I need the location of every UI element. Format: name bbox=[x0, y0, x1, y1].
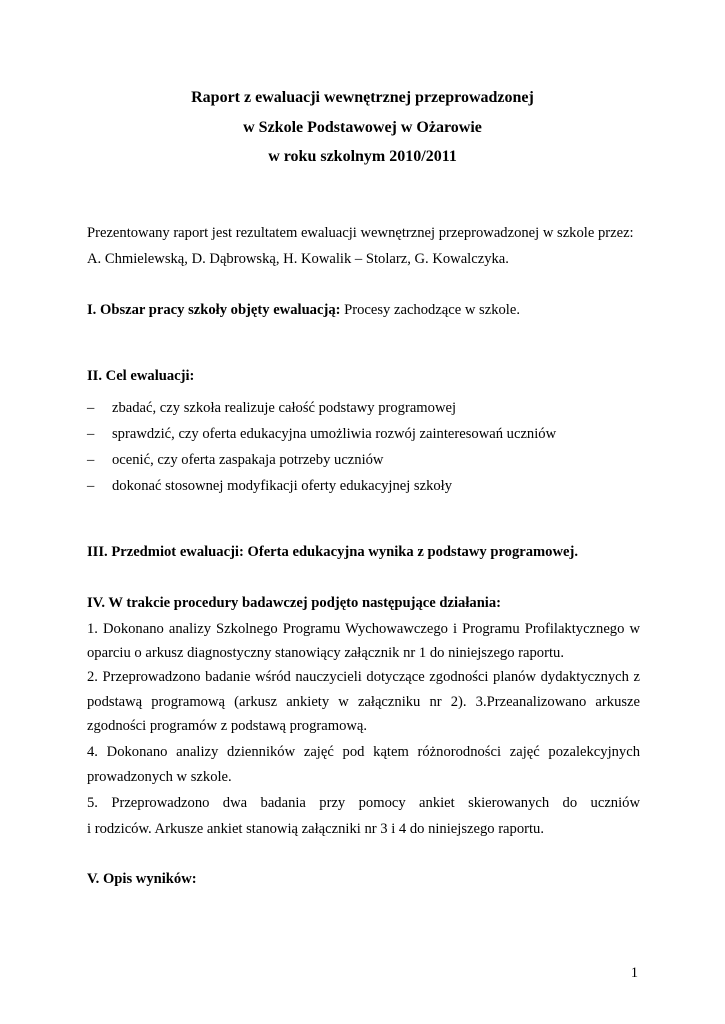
goal-text: ocenić, czy oferta zaspakaja potrzeby uczniów bbox=[112, 452, 384, 468]
section-4-line: 4. Dokonano analizy dzienników zajęć pod kątem różnorodności zajęć pozalekcyjnych bbox=[87, 744, 640, 760]
dash-bullet: – bbox=[87, 426, 95, 442]
section-4-line: prowadzonych w szkole. bbox=[87, 769, 232, 785]
page-number: 1 bbox=[630, 965, 638, 981]
section-4-line: podstawą programową (arkusz ankiety w załączniku nr 2). 3.Przeanalizowano arkusze bbox=[87, 694, 640, 710]
section-1 bbox=[87, 300, 640, 320]
goal-list-item bbox=[87, 450, 640, 470]
section-4-line: 2. Przeprowadzono badanie wśród nauczycieli dotyczące zgodności planów dydaktycznych z bbox=[87, 669, 640, 685]
section-2-heading: II. Cel ewaluacji: bbox=[87, 368, 195, 384]
section-1-heading: I. Obszar pracy szkoły objęty ewaluacją: bbox=[87, 302, 341, 318]
dash-bullet: – bbox=[87, 452, 95, 468]
goal-text: sprawdzić, czy oferta edukacyjna umożliwia rozwój zainteresowań uczniów bbox=[112, 426, 557, 442]
section-3-heading: III. Przedmiot ewaluacji: Oferta edukacyjna wynika z podstawy programowej. bbox=[87, 544, 579, 560]
section-4-line: 1. Dokonano analizy Szkolnego Programu Wychowawczego i Programu Profilaktycznego w bbox=[87, 621, 640, 637]
section-1-text: Procesy zachodzące w szkole. bbox=[340, 302, 520, 318]
intro-line-2: A. Chmielewską, D. Dąbrowską, H. Kowalik – Stolarz, G. Kowalczyka. bbox=[87, 251, 509, 267]
goal-text: dokonać stosownej modyfikacji oferty edukacyjnej szkoły bbox=[112, 478, 453, 494]
report-title-line-1: Raport z ewaluacji wewnętrznej przeprowadzonej bbox=[191, 89, 534, 106]
section-5-heading: V. Opis wyników: bbox=[87, 871, 197, 887]
section-4-heading: IV. W trakcie procedury badawczej podjęto następujące działania: bbox=[87, 595, 502, 611]
section-4-line: oparciu o arkusz diagnostyczny stanowiący załącznik nr 1 do niniejszego raportu. bbox=[87, 645, 564, 661]
dash-bullet: – bbox=[87, 478, 95, 494]
goal-list-item bbox=[87, 424, 640, 444]
goal-text: zbadać, czy szkoła realizuje całość podstawy programowej bbox=[112, 400, 457, 416]
report-title-line-3: w roku szkolnym 2010/2011 bbox=[268, 148, 457, 165]
section-4-line: zgodności programów z podstawą programową. bbox=[87, 718, 368, 734]
goal-list-item bbox=[87, 476, 640, 496]
section-4-line: i rodziców. Arkusze ankiet stanowią załączniki nr 3 i 4 do niniejszego raportu. bbox=[87, 821, 544, 837]
intro-line-1: Prezentowany raport jest rezultatem ewaluacji wewnętrznej przeprowadzonej w szkole przez: bbox=[87, 225, 634, 241]
dash-bullet: – bbox=[87, 400, 95, 416]
report-title-line-2: w Szkole Podstawowej w Ożarowie bbox=[243, 119, 482, 136]
goal-list-item bbox=[87, 398, 640, 418]
section-4-line: 5. Przeprowadzono dwa badania przy pomocy ankiet skierowanych do uczniów bbox=[87, 795, 640, 811]
